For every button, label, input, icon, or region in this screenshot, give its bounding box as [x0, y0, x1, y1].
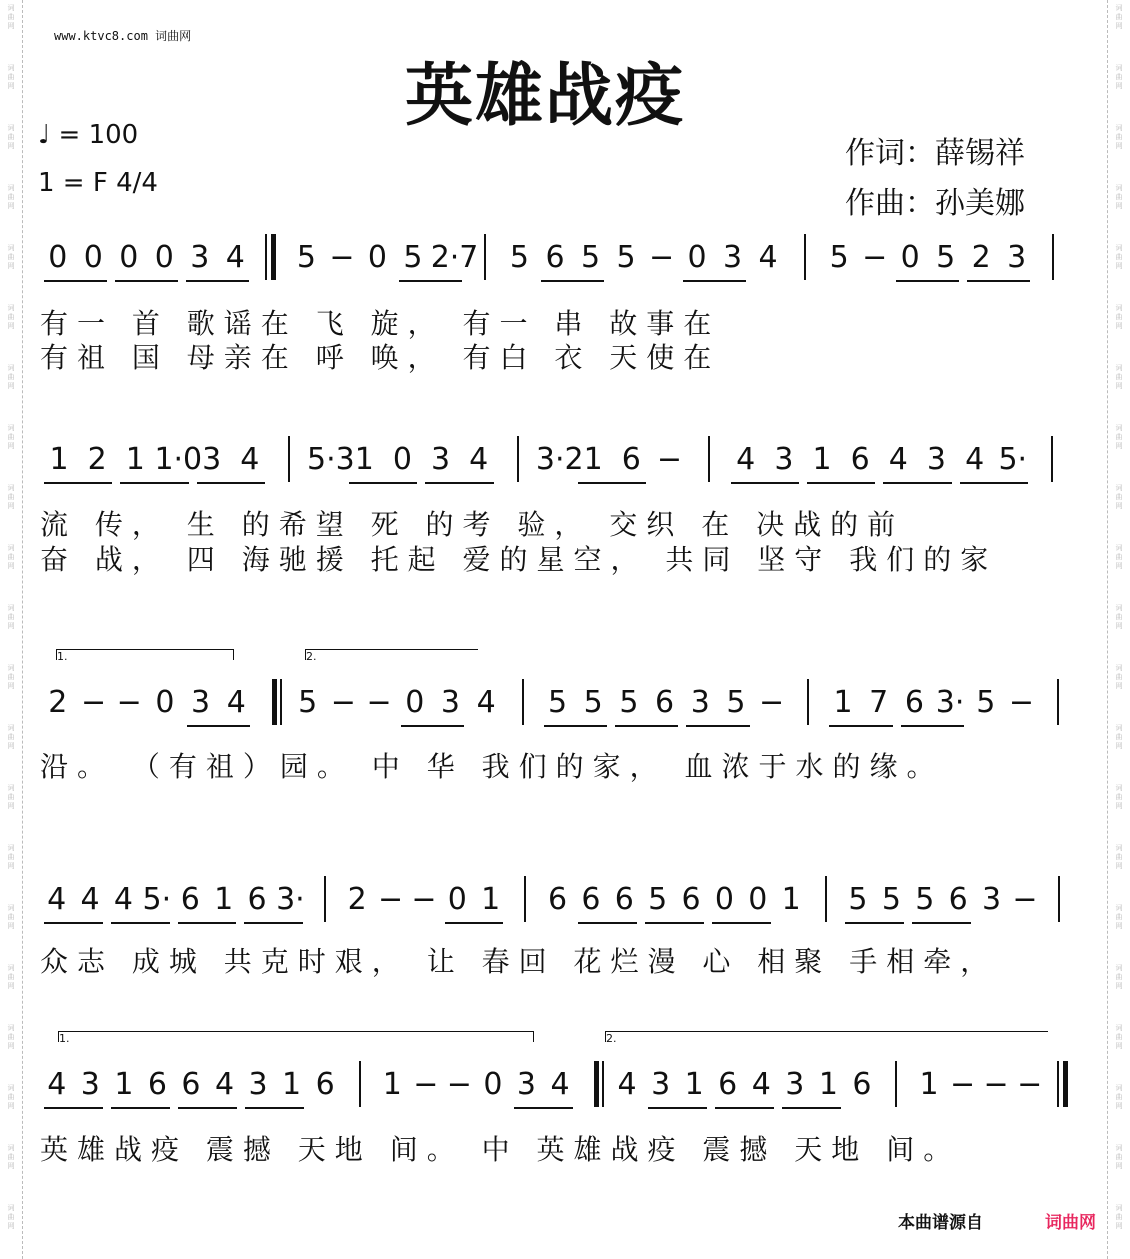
watermark-text: 词 曲 网 [7, 604, 15, 630]
barline [1057, 679, 1059, 725]
watermark-text: 词 曲 网 [7, 4, 15, 30]
note: 1·0 [154, 442, 203, 477]
note: 4 [225, 240, 245, 275]
beam-underline [896, 280, 959, 282]
lyric-line: 奋 战， 四 海驰援 托起 爱的星空， 共同 坚守 我们的家 [40, 543, 998, 576]
note: 2 [48, 685, 68, 720]
dash-extension: − [1008, 685, 1035, 720]
beam-underline [187, 725, 250, 727]
note: 6 [180, 882, 200, 917]
note: 3 [440, 685, 460, 720]
note: 6 [655, 685, 675, 720]
note: 0 [405, 685, 425, 720]
beam-underline [683, 280, 746, 282]
note: 5 [619, 685, 639, 720]
lyric-line: 英雄战疫 震撼 天地 间。 中 英雄战疫 震撼 天地 间。 [40, 1133, 961, 1166]
beam-underline [115, 280, 178, 282]
note: 5 [580, 240, 601, 275]
note: 5· [142, 882, 172, 917]
beam-underline [399, 280, 462, 282]
note: 5 [509, 240, 530, 275]
note: 1 [818, 1067, 838, 1102]
note: 4 [47, 882, 67, 917]
note: 0 [83, 240, 103, 275]
notation-row [40, 880, 1085, 920]
watermark-text: 词 曲 网 [1115, 184, 1123, 210]
watermark-text: 词 曲 网 [1115, 424, 1123, 450]
note: 5 [976, 685, 996, 720]
note: 5 [915, 882, 935, 917]
note: 4 [240, 442, 260, 477]
footer-source-text: 本曲谱源自 [898, 1213, 983, 1233]
dash-extension: − [377, 882, 404, 917]
beam-underline [845, 922, 904, 924]
barline [288, 436, 290, 482]
watermark-text: 词 曲 网 [7, 304, 15, 330]
watermark-text: 词 曲 网 [1115, 904, 1123, 930]
beam-underline [712, 922, 771, 924]
watermark-text: 词 曲 网 [7, 544, 15, 570]
beam-underline [197, 482, 265, 484]
note: 3 [191, 685, 211, 720]
note: 4 [550, 1067, 570, 1102]
dash-extension: − [366, 685, 392, 720]
beam-underline [44, 280, 107, 282]
note: 4 [469, 442, 489, 477]
barline [1052, 234, 1054, 280]
note: 1 [812, 442, 832, 477]
barline-thin [1057, 1061, 1059, 1107]
note: 0 [367, 240, 387, 275]
volta-bracket: 2. [605, 1031, 1048, 1042]
note: 2 [347, 882, 367, 917]
barline [1051, 436, 1053, 482]
repeat-barline [1063, 1061, 1068, 1107]
watermark-text: 词 曲 网 [7, 664, 15, 690]
watermark-text: 词 曲 网 [1115, 1144, 1123, 1170]
note: 0 [900, 240, 920, 275]
note: 1 [354, 442, 374, 477]
watermark-text: 词 曲 网 [7, 424, 15, 450]
beam-underline [960, 482, 1028, 484]
composer-credit: 作曲：孙美娜 [845, 186, 1025, 221]
beam-underline [901, 725, 964, 727]
note: 4 [758, 240, 778, 275]
watermark-text: 词 曲 网 [7, 1204, 15, 1230]
note: 6 [681, 882, 701, 917]
note: 1 [481, 882, 501, 917]
lyric-line: 沿。 （有祖）园。 中 华 我们的家， 血浓于水的缘。 [40, 750, 944, 783]
barline [825, 876, 827, 922]
watermark-text: 词 曲 网 [1115, 724, 1123, 750]
watermark-text: 词 曲 网 [7, 364, 15, 390]
note: 0 [714, 882, 734, 917]
dash-extension: − [413, 1067, 439, 1102]
beam-underline [445, 922, 504, 924]
note: 4 [888, 442, 908, 477]
dash-extension: − [330, 685, 356, 720]
dash-extension: − [116, 685, 142, 720]
note: 6 [581, 882, 601, 917]
note: 3 [723, 240, 743, 275]
barline [807, 679, 809, 725]
note: 1 [684, 1067, 704, 1102]
barline [324, 876, 326, 922]
note: 2·7 [430, 240, 479, 275]
watermark-text: 词 曲 网 [1115, 484, 1123, 510]
beam-underline [186, 280, 249, 282]
dash-extension: − [862, 240, 888, 275]
note: 5· [998, 442, 1028, 477]
volta-bracket: 1. [58, 1031, 534, 1042]
note: 0 [483, 1067, 503, 1102]
repeat-barline [272, 679, 277, 725]
watermark-text: 词 曲 网 [7, 904, 15, 930]
note: 6 [718, 1067, 738, 1102]
beam-underline [648, 1107, 707, 1109]
beam-underline [578, 922, 637, 924]
barline-thin [280, 679, 282, 725]
watermark-text: 词 曲 网 [1115, 604, 1123, 630]
watermark-text: 词 曲 网 [7, 1144, 15, 1170]
watermark-text: 词 曲 网 [1115, 64, 1123, 90]
note: 5 [848, 882, 868, 917]
barline [708, 436, 710, 482]
watermark-text: 词 曲 网 [1115, 364, 1123, 390]
note: 4 [226, 685, 246, 720]
note: 1 [282, 1067, 302, 1102]
dash-extension: − [1012, 882, 1038, 917]
beam-underline [178, 922, 237, 924]
note: 6 [852, 1067, 872, 1102]
watermark-text: 词 曲 网 [7, 844, 15, 870]
barline [804, 234, 806, 280]
note: 6 [904, 685, 924, 720]
beam-underline [245, 1107, 304, 1109]
beam-underline [615, 725, 678, 727]
watermark-text: 词 曲 网 [1115, 1084, 1123, 1110]
dash-extension: − [759, 685, 785, 720]
watermark-text: 词 曲 网 [1115, 1024, 1123, 1050]
note: 5 [616, 240, 636, 275]
beam-underline [44, 482, 112, 484]
note: 6 [621, 442, 641, 477]
notation-row [40, 1065, 1085, 1105]
lyric-line: 流 传， 生 的希望 死 的考 验， 交织 在 决战的前 [40, 508, 905, 541]
watermark-text: 词 曲 网 [1115, 1204, 1123, 1230]
beam-underline [829, 725, 892, 727]
dash-extension: − [983, 1067, 1009, 1102]
barline [484, 234, 486, 280]
barline [895, 1061, 897, 1107]
note: 1 [125, 442, 145, 477]
note: 1 [781, 882, 801, 917]
note: 5 [936, 240, 956, 275]
left-watermark-strip [0, 0, 23, 1259]
note: 5 [547, 685, 568, 720]
watermark-text: 词 曲 网 [1115, 784, 1123, 810]
note: 0 [447, 882, 467, 917]
note: 1 [833, 685, 853, 720]
note: 1 [583, 442, 603, 477]
note: 4 [113, 882, 133, 917]
note: 6 [850, 442, 870, 477]
tempo-marking: ♩ = 100 [38, 120, 139, 150]
dash-extension: − [411, 882, 437, 917]
watermark-text: 词 曲 网 [1115, 4, 1123, 30]
note: 3 [785, 1067, 805, 1102]
watermark-text: 词 曲 网 [1115, 844, 1123, 870]
note: 6 [247, 882, 267, 917]
notation-row [40, 683, 1085, 723]
watermark-text: 词 曲 网 [1115, 244, 1123, 270]
beam-underline [514, 1107, 573, 1109]
note: 6 [147, 1067, 167, 1102]
note: 3 [430, 442, 451, 477]
note: 5 [296, 240, 316, 275]
note: 3 [926, 442, 947, 477]
beam-underline [686, 725, 749, 727]
note: 6 [948, 882, 968, 917]
beam-underline [44, 1107, 103, 1109]
note: 6 [545, 240, 565, 275]
note: 1 [114, 1067, 134, 1102]
notation-row [40, 440, 1085, 480]
note: 4 [476, 685, 496, 720]
beam-underline [178, 1107, 237, 1109]
beam-underline [912, 922, 971, 924]
note: 0 [687, 240, 707, 275]
note: 3· [276, 882, 305, 917]
watermark-text: 词 曲 网 [7, 784, 15, 810]
lyric-line: 有一 首 歌谣在 飞 旋， 有一 串 故事在 [40, 307, 721, 340]
note: 4 [965, 442, 985, 477]
beam-underline [731, 482, 799, 484]
note: 0 [392, 442, 412, 477]
note: 1 [382, 1067, 402, 1102]
beam-underline [578, 482, 646, 484]
note: 5 [583, 685, 603, 720]
watermark-text: 词 曲 网 [7, 64, 15, 90]
beam-underline [782, 1107, 841, 1109]
note: 3 [516, 1067, 536, 1102]
barline [524, 876, 526, 922]
note: 3 [202, 442, 222, 477]
beam-underline [44, 922, 103, 924]
lyric-line: 有祖 国 母亲在 呼 唤， 有白 衣 天使在 [40, 341, 721, 374]
note: 5 [829, 240, 849, 275]
watermark-text: 词 曲 网 [7, 484, 15, 510]
note: 1 [49, 442, 69, 477]
watermark-text: 词 曲 网 [1115, 124, 1123, 150]
dash-extension: − [80, 685, 107, 720]
note: 3·2 [535, 442, 584, 477]
watermark-text: 词 曲 网 [7, 1084, 15, 1110]
note: 5 [298, 685, 318, 720]
note: 6 [181, 1067, 201, 1102]
watermark-text: 词 曲 网 [1115, 664, 1123, 690]
beam-underline [401, 725, 464, 727]
note: 2 [971, 240, 991, 275]
beam-underline [541, 280, 604, 282]
barline [359, 1061, 361, 1107]
note: 5 [403, 240, 423, 275]
dash-extension: − [950, 1067, 976, 1102]
beam-underline [120, 482, 188, 484]
note: 3 [981, 882, 1002, 917]
beam-underline [111, 922, 170, 924]
footer-brand-link[interactable]: 词曲网 [1045, 1213, 1096, 1233]
watermark-text: 词 曲 网 [1115, 964, 1123, 990]
key-signature: 1 = F 4/4 [38, 168, 158, 198]
note: 5 [648, 882, 668, 917]
note: 4 [736, 442, 756, 477]
note: 5·3 [307, 442, 355, 477]
repeat-barline [594, 1061, 599, 1107]
note: 0 [748, 882, 768, 917]
beam-underline [111, 1107, 170, 1109]
beam-underline [349, 482, 417, 484]
note: 1 [919, 1067, 939, 1102]
barline-thin [602, 1061, 604, 1107]
note: 3 [1007, 240, 1027, 275]
watermark-text: 词 曲 网 [7, 1024, 15, 1050]
dash-extension: − [329, 240, 355, 275]
notation-row [40, 238, 1085, 278]
barline [1058, 876, 1060, 922]
dash-extension: − [648, 240, 675, 275]
note: 3 [774, 442, 794, 477]
note: 7 [869, 685, 889, 720]
note: 1 [214, 882, 234, 917]
song-title: 英雄战疫 [404, 57, 685, 136]
watermark-text: 词 曲 网 [7, 724, 15, 750]
volta-bracket: 2. [305, 649, 478, 660]
watermark-text: 词 曲 网 [7, 964, 15, 990]
note: 0 [48, 240, 68, 275]
beam-underline [544, 725, 607, 727]
note: 4 [80, 882, 100, 917]
note: 6 [614, 882, 634, 917]
repeat-barline [271, 234, 276, 280]
beam-underline [715, 1107, 774, 1109]
note: 4 [47, 1067, 67, 1102]
beam-underline [244, 922, 303, 924]
note: 4 [751, 1067, 771, 1102]
watermark-text: 词 曲 网 [7, 124, 15, 150]
watermark-text: 词 曲 网 [7, 184, 15, 210]
note: 3· [935, 685, 965, 720]
note: 3 [248, 1067, 268, 1102]
lyricist-credit: 作词：薛锡祥 [845, 136, 1025, 171]
volta-bracket: 1. [56, 649, 234, 660]
note: 3 [690, 685, 710, 720]
note: 3 [651, 1067, 671, 1102]
watermark-text: 词 曲 网 [1115, 544, 1123, 570]
note: 6 [547, 882, 568, 917]
beam-underline [645, 922, 704, 924]
watermark-text: 词 曲 网 [7, 244, 15, 270]
site-url[interactable]: www.ktvc8.com 词曲网 [54, 29, 192, 43]
note: 4 [617, 1067, 637, 1102]
note: 3 [190, 240, 210, 275]
right-watermark-strip [1107, 0, 1130, 1259]
note: 0 [119, 240, 139, 275]
barline-thin [265, 234, 267, 280]
beam-underline [883, 482, 951, 484]
dash-extension: − [1017, 1067, 1043, 1102]
note: 4 [214, 1067, 235, 1102]
note: 5 [726, 685, 746, 720]
barline [517, 436, 519, 482]
note: 5 [881, 882, 901, 917]
dash-extension: − [656, 442, 682, 477]
barline [522, 679, 524, 725]
note: 6 [315, 1067, 335, 1102]
note: 0 [154, 240, 174, 275]
note: 2 [87, 442, 107, 477]
dash-extension: − [446, 1067, 472, 1102]
beam-underline [425, 482, 493, 484]
note: 3 [80, 1067, 100, 1102]
beam-underline [967, 280, 1030, 282]
lyric-line: 众志 成城 共克时艰， 让 春回 花烂漫 心 相聚 手相牵， [40, 945, 998, 978]
note: 0 [155, 685, 175, 720]
beam-underline [807, 482, 875, 484]
watermark-text: 词 曲 网 [1115, 304, 1123, 330]
